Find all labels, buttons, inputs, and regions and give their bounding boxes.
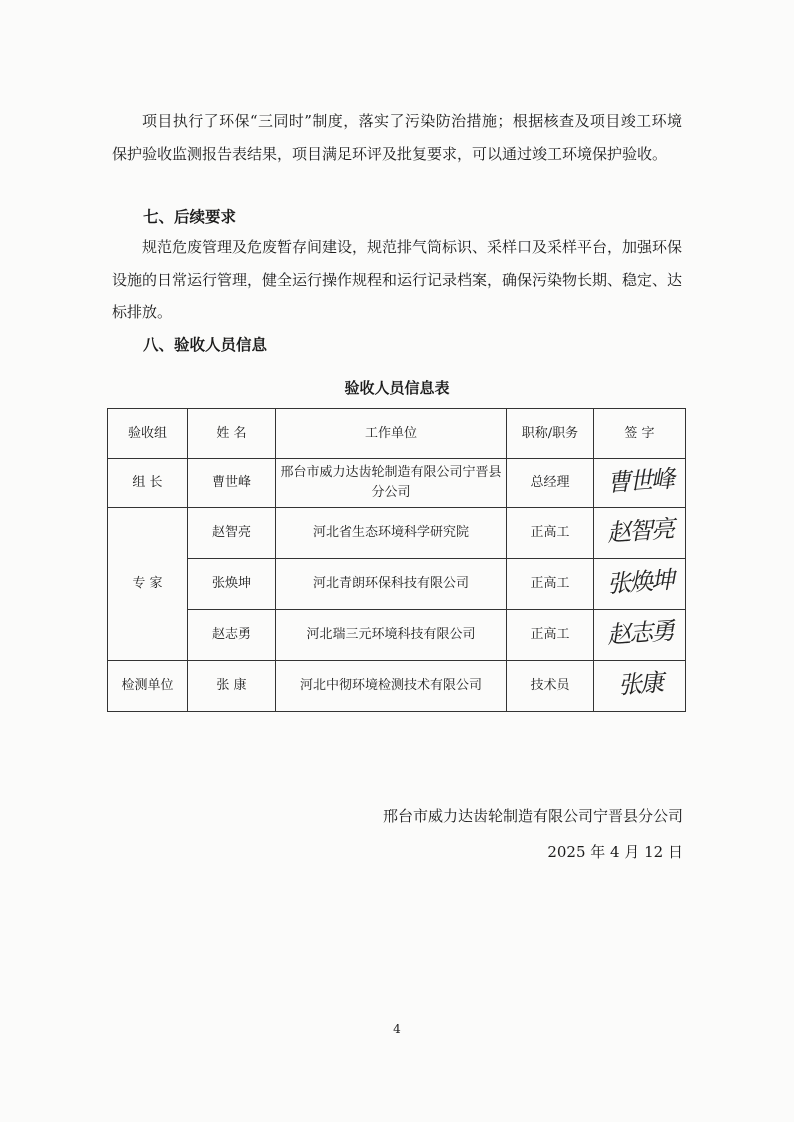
cell-signature [594, 559, 686, 610]
cell-signature [594, 610, 686, 661]
handwritten-signature: 曹世峰 [605, 464, 674, 497]
handwritten-signature: 张康 [616, 667, 663, 700]
header-name: 姓 名 [188, 409, 276, 459]
handwritten-signature: 赵志勇 [605, 616, 674, 649]
header-unit: 工作单位 [276, 409, 507, 459]
cell-title: 正高工 [507, 559, 594, 610]
cell-title: 总经理 [507, 459, 594, 508]
cell-unit: 河北省生态环境科学研究院 [276, 508, 507, 559]
cell-title: 正高工 [507, 610, 594, 661]
table-row [108, 559, 686, 610]
cell-group: 专 家 [108, 508, 188, 661]
cell-name: 赵智亮 [188, 508, 276, 559]
cell-name: 张焕坤 [188, 559, 276, 610]
cell-group: 检测单位 [108, 661, 188, 712]
table-row [108, 610, 686, 661]
header-signature: 签 字 [594, 409, 686, 459]
table-header-row [108, 409, 686, 459]
section-heading-personnel: 八、验收人员信息 [143, 336, 268, 354]
cell-unit: 邢台市威力达齿轮制造有限公司宁晋县分公司 [276, 459, 507, 508]
handwritten-signature: 张焕坤 [605, 565, 674, 598]
cell-unit: 河北中彻环境检测技术有限公司 [276, 661, 507, 712]
cell-unit: 河北瑞三元环境科技有限公司 [276, 610, 507, 661]
personnel-table [107, 408, 686, 712]
cell-signature [594, 459, 686, 508]
cell-name: 曹世峰 [188, 459, 276, 508]
cell-name: 赵志勇 [188, 610, 276, 661]
cell-title: 正高工 [507, 508, 594, 559]
cell-unit: 河北青朗环保科技有限公司 [276, 559, 507, 610]
section-heading-follow-up: 七、后续要求 [143, 208, 237, 226]
conclusion-paragraph: 项目执行了环保“三同时”制度，落实了污染防治措施；根据核查及项目竣工环境保护验收监测报告表结果，项目满足环评及批复要求，可以通过竣工环境保护验收。 [112, 112, 682, 163]
header-group: 验收组 [108, 409, 188, 459]
table-title: 验收人员信息表 [344, 379, 450, 397]
requirements-paragraph: 规范危废管理及危废暂存间建设，规范排气筒标识、采样口及采样平台，加强环保设施的日常运行管理，健全运行操作规程和运行记录档案，确保污染物长期、稳定、达标排放。 [112, 238, 683, 321]
table-row [108, 508, 686, 559]
header-title: 职称/职务 [507, 409, 594, 459]
cell-name: 张 康 [188, 661, 276, 712]
cell-title: 技术员 [507, 661, 594, 712]
table-row [108, 459, 686, 508]
table-row [108, 661, 686, 712]
handwritten-signature: 赵智亮 [605, 514, 674, 547]
page-number: 4 [393, 1022, 401, 1036]
footer-date: 2025 年 4 月 12 日 [547, 843, 683, 861]
cell-signature [594, 508, 686, 559]
cell-signature [594, 661, 686, 712]
footer-company: 邢台市威力达齿轮制造有限公司宁晋县分公司 [382, 807, 683, 825]
cell-group: 组 长 [108, 459, 188, 508]
